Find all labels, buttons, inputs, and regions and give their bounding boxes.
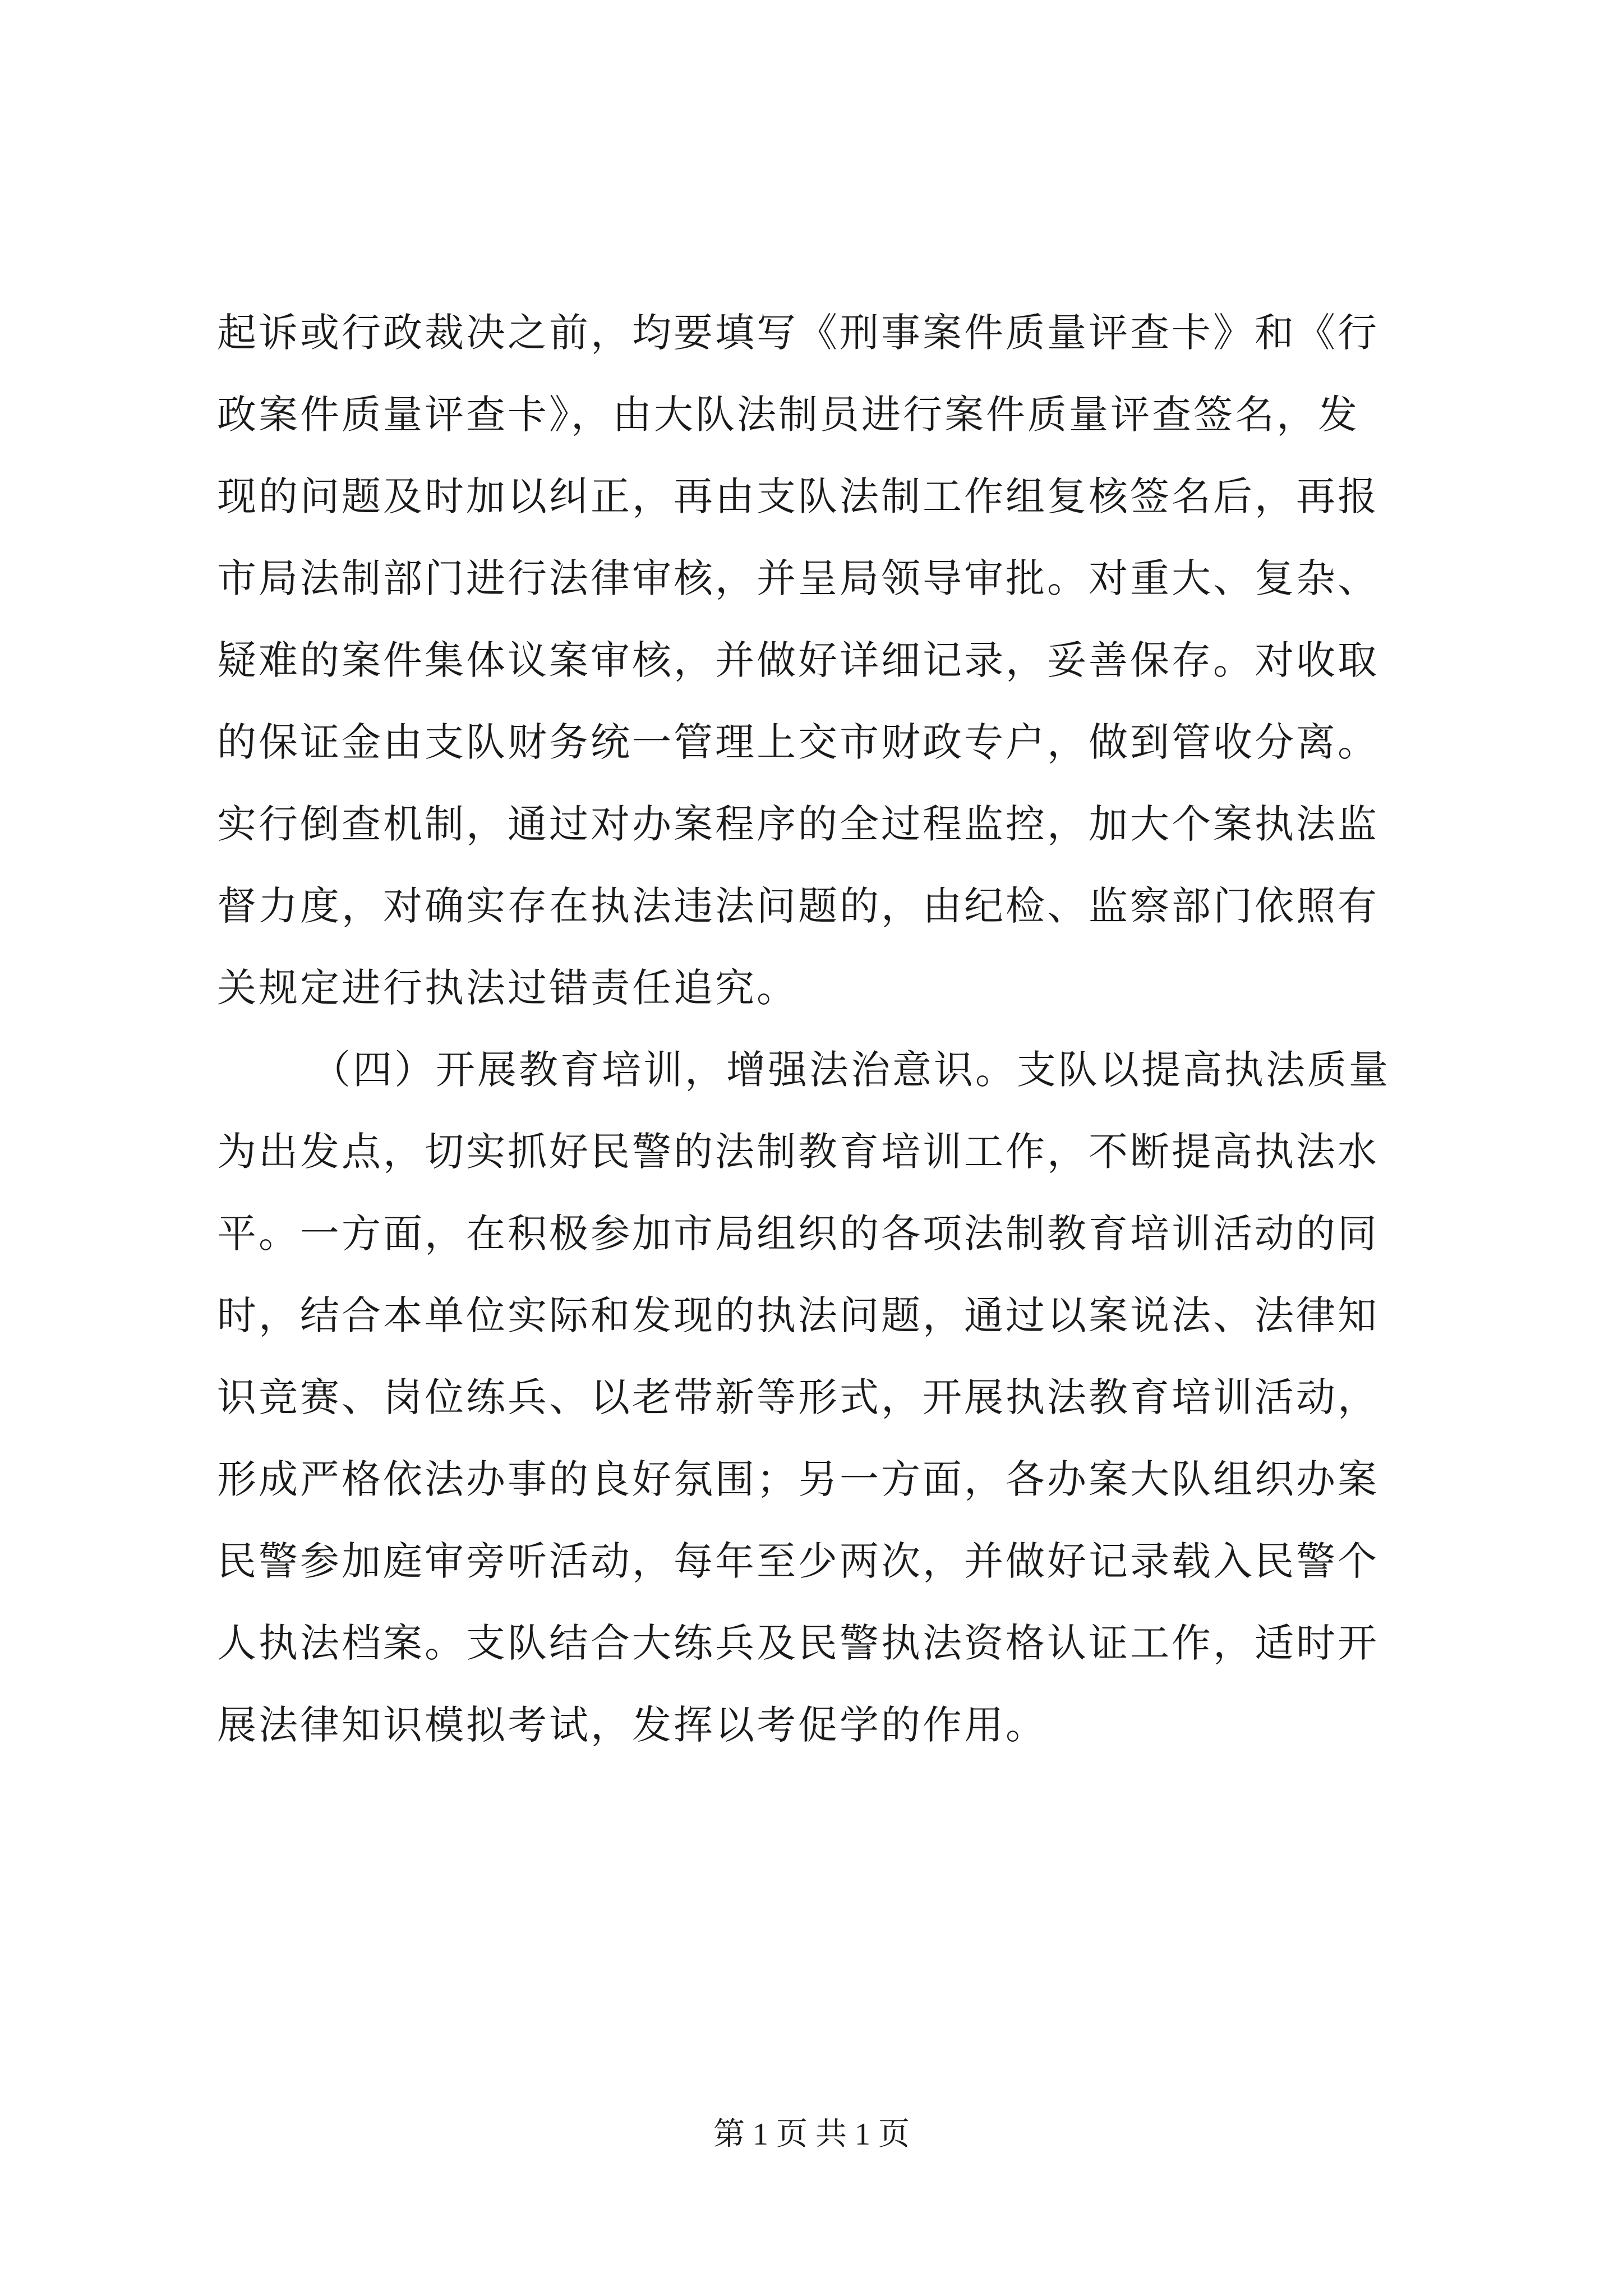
paragraph-1-line-4: 市局法制部门进行法律审核，并呈局领导审批。对重大、复杂、 <box>217 555 1379 601</box>
paragraph-1-line-6: 的保证金由支队财务统一管理上交市财政专户，做到管收分离。 <box>217 719 1379 765</box>
paragraph-1-line-1: 起诉或行政裁决之前，均要填写《刑事案件质量评查卡》和《行 <box>217 310 1379 356</box>
paragraph-2-line-2: 为出发点，切实抓好民警的法制教育培训工作，不断提高执法水 <box>217 1129 1379 1175</box>
paragraph-1-line-3: 现的问题及时加以纠正，再由支队法制工作组复核签名后，再报 <box>217 473 1379 519</box>
paragraph-2-line-3: 平。一方面，在积极参加市局组织的各项法制教育培训活动的同 <box>217 1211 1379 1257</box>
paragraph-2-line-8: 人执法档案。支队结合大练兵及民警执法资格认证工作，适时开 <box>217 1620 1379 1666</box>
paragraph-1-line-7: 实行倒查机制，通过对办案程序的全过程监控，加大个案执法监 <box>217 801 1379 847</box>
paragraph-1-line-9: 关规定进行执法过错责任追究。 <box>217 965 798 1011</box>
paragraph-1-line-8: 督力度，对确实存在执法违法问题的，由纪检、监察部门依照有 <box>217 883 1379 929</box>
paragraph-2-line-7: 民警参加庭审旁听活动，每年至少两次，并做好记录载入民警个 <box>217 1538 1379 1584</box>
page-footer: 第 1 页 共 1 页 <box>713 2117 910 2152</box>
paragraph-1-line-2: 政案件质量评查卡》，由大队法制员进行案件质量评查签名，发 <box>217 392 1359 438</box>
paragraph-2-line-1: （四）开展教育培训，增强法治意识。支队以提高执法质量 <box>311 1047 1390 1093</box>
paragraph-1-line-5: 疑难的案件集体议案审核，并做好详细记录，妥善保存。对收取 <box>217 637 1379 683</box>
paragraph-2-line-6: 形成严格依法办事的良好氛围；另一方面，各办案大队组织办案 <box>217 1456 1379 1502</box>
paragraph-2-line-9: 展法律知识模拟考试，发挥以考促学的作用。 <box>217 1702 1047 1748</box>
paragraph-2-line-5: 识竞赛、岗位练兵、以老带新等形式，开展执法教育培训活动， <box>217 1374 1379 1420</box>
paragraph-2-line-4: 时，结合本单位实际和发现的执法问题，通过以案说法、法律知 <box>217 1292 1379 1338</box>
